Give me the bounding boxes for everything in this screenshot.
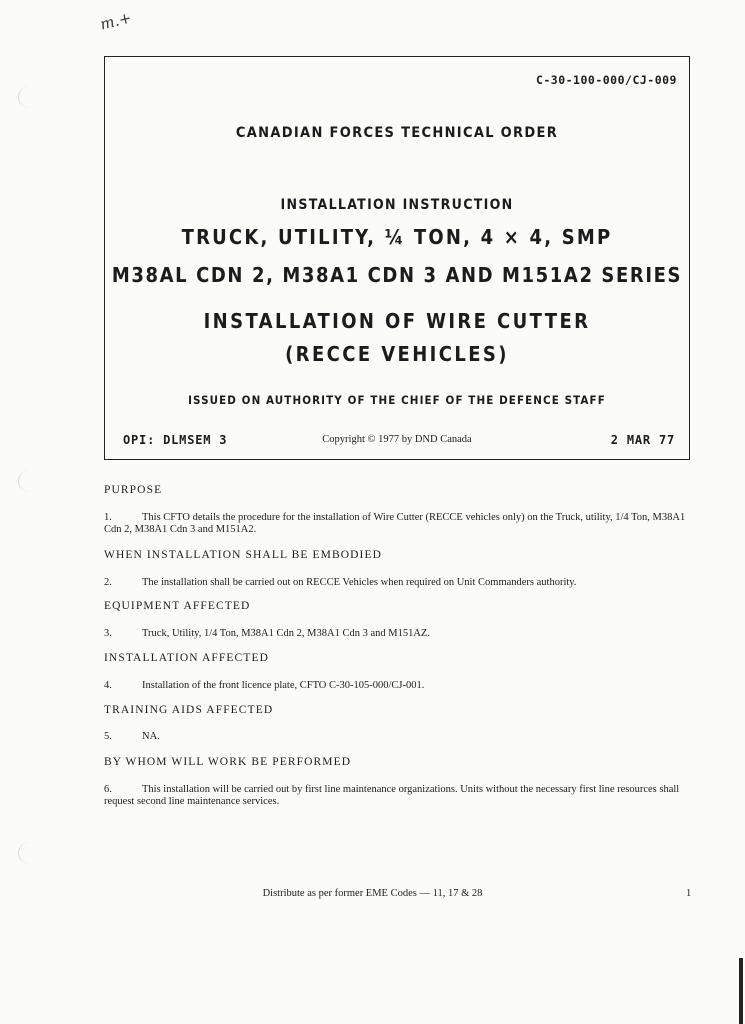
paragraph-number: 5. (104, 731, 112, 742)
section-heading: BY WHOM WILL WORK BE PERFORMED (104, 756, 352, 768)
paragraph (104, 680, 696, 692)
paragraph-number: 1. (104, 512, 112, 523)
title-line-2: M38AL CDN 2, M38A1 CDN 3 AND M151A2 SERIES (111, 263, 683, 287)
section-heading: INSTALLATION AFFECTED (104, 652, 269, 664)
paragraph-text: This CFTO details the procedure for the installation of Wire Cutter (RECCE vehicles only) on the Truck, utility, 1/4 Ton, M38A1 Cdn 2, M38A1 Cdn 3 and M151A2. (104, 512, 686, 535)
paragraph (104, 512, 696, 536)
paragraph-number: 3. (104, 628, 112, 639)
title-line-4: (RECCE VEHICLES) (285, 342, 509, 366)
scan-edge-mark (739, 958, 743, 1024)
instruction-type: INSTALLATION INSTRUCTION (280, 197, 514, 213)
copyright-notice: Copyright © 1977 by DND Canada (322, 434, 472, 445)
title-line-1: TRUCK, UTILITY, ¼ TON, 4 × 4, SMP (181, 225, 613, 249)
title-block (104, 56, 690, 460)
paragraph-text: Installation of the front licence plate, CFTO C-30-105-000/CJ-001. (142, 680, 425, 691)
paragraph-text: The installation shall be carried out on RECCE Vehicles when required on Unit Commanders authority. (142, 577, 577, 588)
page-number: 1 (686, 888, 692, 899)
issue-date: 2 MAR 77 (610, 433, 675, 447)
authority-statement: ISSUED ON AUTHORITY OF THE CHIEF OF THE DEFENCE STAFF (188, 393, 606, 407)
paragraph-text: This installation will be carried out by first line maintenance organizations. Units without the necessary first line resources shall request second line maintenance services. (104, 784, 680, 807)
paragraph (104, 731, 696, 743)
paragraph-number: 4. (104, 680, 112, 691)
punch-hole-mark (18, 86, 41, 108)
paragraph (104, 784, 696, 808)
paragraph-number: 6. (104, 784, 112, 795)
paragraph-number: 2. (104, 577, 112, 588)
opi-label: OPI: DLMSEM 3 (123, 433, 228, 447)
section-heading: EQUIPMENT AFFECTED (104, 600, 251, 612)
organization-title: CANADIAN FORCES TECHNICAL ORDER (235, 125, 559, 141)
paragraph (104, 628, 696, 640)
paragraph (104, 577, 696, 589)
paragraph-text: Truck, Utility, 1/4 Ton, M38A1 Cdn 2, M38A1 Cdn 3 and M151AZ. (142, 628, 430, 639)
handwritten-annotation: m.+ (98, 8, 134, 34)
section-heading: WHEN INSTALLATION SHALL BE EMBODIED (104, 549, 382, 561)
title-line-3: INSTALLATION OF WIRE CUTTER (203, 309, 591, 333)
document-number: C-30-100-000/CJ-009 (535, 73, 677, 87)
paragraph-text: NA. (142, 731, 160, 742)
section-heading: PURPOSE (104, 484, 163, 496)
section-heading: TRAINING AIDS AFFECTED (104, 704, 274, 716)
punch-hole-mark (18, 842, 41, 864)
distribution-note: Distribute as per former EME Codes — 11, 17 & 28 (262, 888, 483, 899)
punch-hole-mark (18, 470, 41, 492)
